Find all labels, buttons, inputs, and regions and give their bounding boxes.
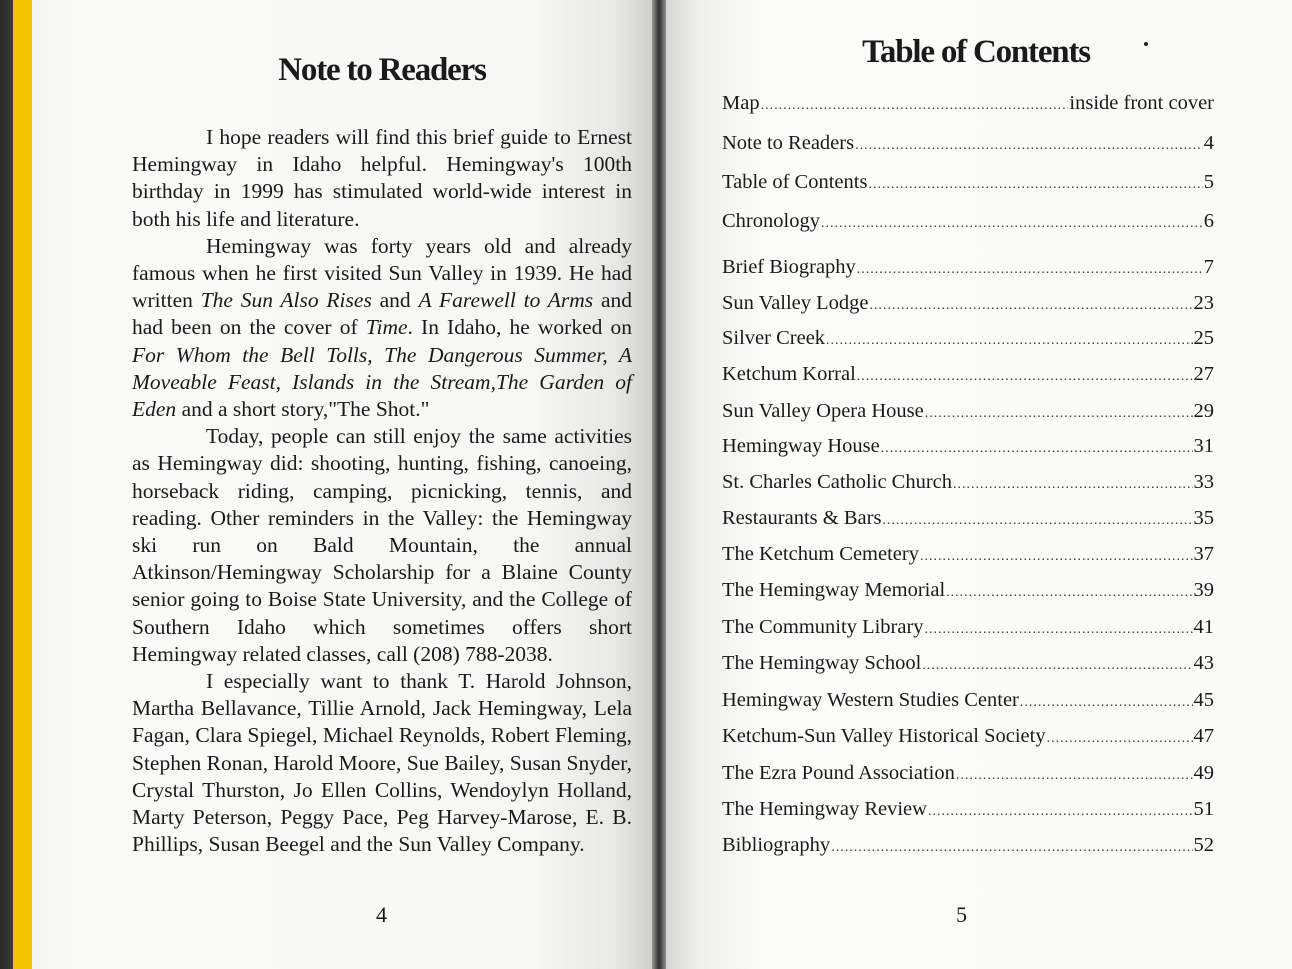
toc-entry — [722, 171, 1214, 194]
left-page — [32, 0, 652, 969]
toc-entry — [722, 400, 1214, 423]
text-run: Hemingway was forty years old and already famous when he first visited Sun Valley in 1939. He had written — [132, 233, 632, 313]
text-run: I especially want to thank T. Harold Johnson, Martha Bellavance, Tillie Arnold, Jack Hemingway, Lela Fagan, Clara Spiegel, Michael Reynolds, Robert Fleming, Stephen Ronan, Harold Moore, Sue Bailey, Susan Snyder, Crystal Thurston, Jo Ellen Collins, Wendoylyn Holland, Marty Peterson, Peggy Pace, Peg Harvey-Marose, E. B. Phillips, Susan Beegel and the Sun Valley Company. — [132, 669, 632, 857]
toc-leader-dots — [855, 138, 1203, 154]
toc-leader-dots — [821, 216, 1203, 232]
toc-entry — [722, 725, 1214, 748]
toc-entry — [722, 435, 1214, 458]
toc-entry-page: 39 — [1193, 579, 1214, 601]
toc-entry-label: Hemingway Western Studies Center — [722, 689, 1019, 711]
toc-entry-page: 23 — [1193, 292, 1214, 314]
toc-entry — [722, 616, 1214, 639]
toc-leader-dots — [857, 369, 1193, 385]
toc-entry — [722, 256, 1214, 279]
toc-entry-page: 37 — [1193, 543, 1214, 565]
print-speck — [1144, 42, 1148, 46]
text-run: and — [371, 288, 419, 313]
toc-leader-dots — [925, 406, 1193, 422]
toc-entry-label: The Hemingway Memorial — [722, 579, 946, 601]
toc-entry-page: 25 — [1193, 327, 1214, 349]
note-paragraph — [132, 124, 632, 233]
italic-title: Time — [365, 315, 408, 340]
toc-entry-label: Table of Contents — [722, 171, 868, 193]
toc-entry-label: Note to Readers — [722, 132, 855, 154]
toc-entry-page: 49 — [1193, 762, 1214, 784]
toc-entry-page: 35 — [1193, 507, 1214, 529]
toc-entry-label: The Community Library — [722, 616, 924, 638]
italic-title: A Farewell to Arms — [418, 288, 594, 313]
toc-entry — [722, 92, 1214, 115]
toc-title: Table of Contents — [862, 34, 1090, 70]
note-paragraph — [132, 233, 632, 423]
toc-entry-label: The Hemingway School — [722, 652, 922, 674]
toc-entry — [722, 652, 1214, 675]
page-number: 4 — [376, 902, 387, 927]
toc-entry-page: 27 — [1193, 363, 1214, 385]
toc-leader-dots — [925, 622, 1193, 638]
toc-entry-label: The Ezra Pound Association — [722, 762, 955, 784]
toc-entry-page: 41 — [1193, 616, 1214, 638]
toc-entry-label: Hemingway House — [722, 435, 880, 457]
italic-title: For Whom the Bell Tolls, The Dangerous Summer, A Moveable Feast, Islands in the Stream,The Garden of Eden — [132, 342, 632, 422]
toc-entry-label: Silver Creek — [722, 327, 826, 349]
toc-leader-dots — [922, 658, 1192, 674]
toc-entry — [722, 762, 1214, 785]
page-title: Note to Readers — [278, 52, 486, 88]
toc-entry-page: 47 — [1193, 725, 1214, 747]
toc-entry-label: Brief Biography — [722, 256, 856, 278]
text-run: I hope readers will find this brief guide to Ernest Hemingway in Idaho helpful. Hemingway's 100th birthday in 1999 has stimulated world-wide interest in both his life and literature. — [132, 125, 632, 231]
toc-leader-dots — [868, 177, 1202, 193]
toc-leader-dots — [831, 840, 1192, 856]
toc-entry — [722, 292, 1214, 315]
text-run: . In Idaho, he worked on — [407, 315, 632, 340]
book-cover-edge — [0, 0, 32, 969]
note-paragraph — [132, 668, 632, 858]
toc-entry — [722, 210, 1214, 233]
toc-entry-page: 6 — [1203, 210, 1214, 232]
toc-entry — [722, 834, 1214, 857]
toc-leader-dots — [857, 262, 1203, 278]
toc-entry-label: Map — [722, 92, 760, 114]
toc-leader-dots — [870, 298, 1193, 314]
toc-entry-label: The Ketchum Cemetery — [722, 543, 919, 565]
toc-leader-dots — [956, 768, 1193, 784]
toc-entry — [722, 798, 1214, 821]
toc-entry-page: 43 — [1193, 652, 1214, 674]
toc-entry-label: Restaurants & Bars — [722, 507, 882, 529]
toc-entry — [722, 363, 1214, 386]
toc-entry-page: 31 — [1193, 435, 1214, 457]
toc-entry — [722, 579, 1214, 602]
toc-entry — [722, 471, 1214, 494]
toc-leader-dots — [928, 804, 1193, 820]
italic-title: The Sun Also Rises — [200, 288, 372, 313]
toc-leader-dots — [761, 98, 1069, 114]
toc-leader-dots — [946, 585, 1192, 601]
right-page — [666, 0, 1292, 969]
book-gutter — [652, 0, 666, 969]
toc-entry — [722, 132, 1214, 155]
toc-entry-label: Sun Valley Lodge — [722, 292, 869, 314]
toc-entry-page: 7 — [1203, 256, 1214, 278]
text-run: and a short story,"The Shot." — [176, 397, 430, 422]
page-number: 5 — [956, 902, 967, 927]
toc-entry-page: 45 — [1193, 689, 1214, 711]
toc-entry-page: 51 — [1193, 798, 1214, 820]
toc-entry — [722, 543, 1214, 566]
toc-entry-page: 52 — [1193, 834, 1214, 856]
toc-leader-dots — [882, 513, 1192, 529]
toc-entry-page: inside front cover — [1069, 92, 1214, 114]
toc-entry — [722, 327, 1214, 350]
toc-leader-dots — [826, 333, 1192, 349]
toc-leader-dots — [1020, 695, 1193, 711]
toc-entry-label: Sun Valley Opera House — [722, 400, 924, 422]
toc-entry-page: 4 — [1203, 132, 1214, 154]
toc-entry-label: Bibliography — [722, 834, 831, 856]
note-paragraph — [132, 423, 632, 668]
note-body — [132, 124, 632, 858]
toc-entry-label: Ketchum-Sun Valley Historical Society — [722, 725, 1046, 747]
toc-leader-dots — [881, 441, 1193, 457]
toc-entry-label: The Hemingway Review — [722, 798, 927, 820]
toc-entry-label: Ketchum Korral — [722, 363, 856, 385]
toc-entry-page: 29 — [1193, 400, 1214, 422]
text-run: Today, people can still enjoy the same activities as Hemingway did: shooting, hunting, fishing, canoeing, horseback riding, camping, picnicking, tennis, and reading. Other reminders in the Valley: the Hemingway ski run on Bald Mountain, the annual Atkinson/Hemingway Scholarship for a Blaine County senior going to Boise State University, and the College of Southern Idaho which sometimes offers short Hemingway related classes, call (208) 788-2038. — [132, 424, 632, 666]
toc-entry-page: 33 — [1193, 471, 1214, 493]
toc-entry-label: St. Charles Catholic Church — [722, 471, 953, 493]
toc-entry — [722, 507, 1214, 530]
toc-leader-dots — [920, 549, 1193, 565]
toc-leader-dots — [1047, 731, 1193, 747]
toc-entry-page: 5 — [1203, 171, 1214, 193]
toc-leader-dots — [953, 477, 1192, 493]
text-run: and had been on the cover of — [132, 288, 632, 340]
toc-entry-label: Chronology — [722, 210, 820, 232]
toc-entry — [722, 689, 1214, 712]
